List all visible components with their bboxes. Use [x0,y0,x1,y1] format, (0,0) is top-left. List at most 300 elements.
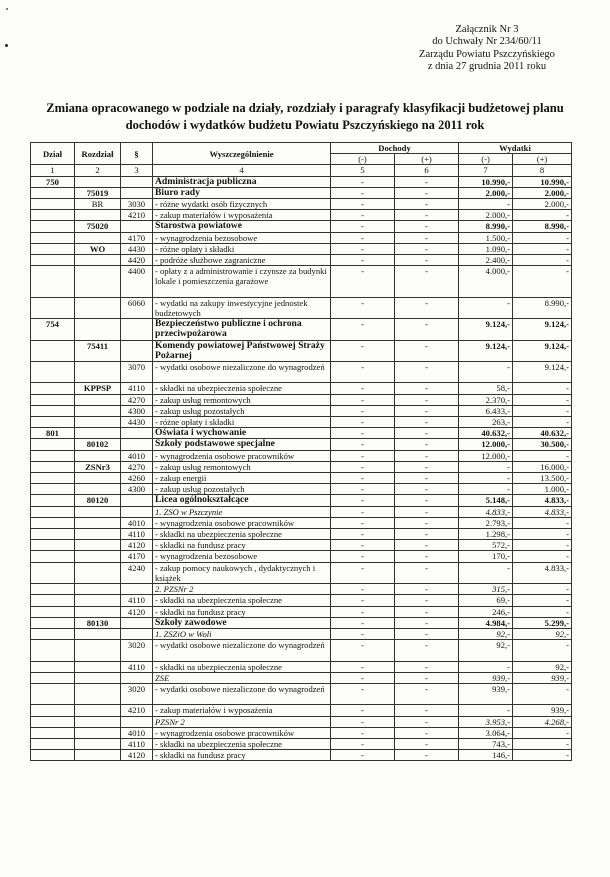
wydatki-plus-cell: - [513,750,572,761]
wydatki-plus-cell: - [513,606,572,617]
wydatki-minus-cell: 69,- [459,595,513,606]
dochody-minus-cell: - [331,529,395,540]
rozdzial-cell [75,584,121,595]
dzial-cell [31,606,75,617]
wydatki-minus-cell: - [459,461,513,472]
wydatki-plus-cell: - [513,450,572,461]
col-header-paragraf: § [121,143,153,165]
dochody-minus-cell: - [331,606,395,617]
dzial-cell [31,199,75,210]
wydatki-plus-cell: 2.000,- [513,187,572,198]
description-cell: Administracja publiczna [153,176,331,187]
description-cell: - składki na fundusz pracy [153,750,331,761]
rozdzial-cell: ZSNr3 [75,461,121,472]
col-number: 3 [121,165,153,176]
resolution-number: do Uchwały Nr 234/60/11 [432,36,542,48]
dochody-minus-cell: - [331,727,395,738]
dochody-plus-cell: - [395,683,459,704]
rozdzial-cell [75,255,121,266]
wydatki-minus-cell: - [459,484,513,495]
paragraf-cell: 4010 [121,450,153,461]
wydatki-plus-cell: - [513,266,572,298]
description-cell: - składki na ubezpieczenia społeczne [153,529,331,540]
wydatki-minus-cell: - [459,297,513,318]
paragraf-cell: 3070 [121,362,153,383]
table-row [31,210,572,221]
dzial-cell [31,517,75,528]
wydatki-plus-cell: 939,- [513,705,572,716]
table-row [31,540,572,551]
dochody-plus-cell: - [395,562,459,583]
table-row [31,683,572,704]
dochody-minus-cell: - [331,683,395,704]
table-row [31,606,572,617]
rozdzial-cell: WO [75,243,121,254]
table-row [31,595,572,606]
description-cell: - zakup materiałów i wyposażenia [153,705,331,716]
table-row [31,617,572,628]
paragraf-cell [121,495,153,506]
wydatki-minus-cell: 4.833,- [459,506,513,517]
col-header-dochody-minus: (-) [331,154,395,165]
paragraf-cell [121,716,153,727]
dzial-cell [31,595,75,606]
table-row [31,640,572,661]
wydatki-minus-cell: 40.632,- [459,428,513,439]
rozdzial-cell [75,540,121,551]
rozdzial-cell [75,529,121,540]
wydatki-plus-cell: 2.000,- [513,199,572,210]
description-cell: Starostwa powiatowe [153,221,331,232]
table-row [31,340,572,361]
rozdzial-cell [75,595,121,606]
wydatki-plus-cell: 4.833,- [513,506,572,517]
dzial-cell [31,187,75,198]
dochody-minus-cell: - [331,672,395,683]
rozdzial-cell [75,428,121,439]
paragraf-cell: 4110 [121,738,153,749]
rozdzial-cell [75,297,121,318]
rozdzial-cell [75,517,121,528]
wydatki-minus-cell: 1.298,- [459,529,513,540]
dzial-cell [31,210,75,221]
description-cell: Licea ogólnokształcące [153,495,331,506]
description-cell: - wynagrodzenia osobowe pracowników [153,450,331,461]
dochody-plus-cell: - [395,405,459,416]
wydatki-minus-cell: 4.984,- [459,617,513,628]
description-cell: Biuro rady [153,187,331,198]
wydatki-minus-cell: - [459,362,513,383]
wydatki-plus-cell: 9.124,- [513,362,572,383]
table-row [31,584,572,595]
dochody-plus-cell: - [395,584,459,595]
dochody-plus-cell: - [395,727,459,738]
description-cell: - zakup usług pozostałych [153,405,331,416]
paragraf-cell: 4420 [121,255,153,266]
paragraf-cell: 4270 [121,461,153,472]
table-row [31,727,572,738]
rozdzial-cell: 75019 [75,187,121,198]
rozdzial-cell [75,506,121,517]
rozdzial-cell: KPPSP [75,383,121,394]
dzial-cell [31,439,75,450]
dochody-minus-cell: - [331,394,395,405]
dzial-cell [31,727,75,738]
rozdzial-cell [75,210,121,221]
description-cell: - składki na ubezpieczenia społeczne [153,383,331,394]
dochody-plus-cell: - [395,232,459,243]
rozdzial-cell: 80120 [75,495,121,506]
dochody-plus-cell: - [395,297,459,318]
resolution-date: z dnia 27 grudnia 2011 roku [427,61,547,73]
dzial-cell [31,405,75,416]
dochody-minus-cell: - [331,383,395,394]
dzial-cell [31,297,75,318]
dochody-minus-cell: - [331,221,395,232]
dochody-plus-cell: - [395,210,459,221]
dochody-plus-cell: - [395,640,459,661]
wydatki-plus-cell: 9.124,- [513,340,572,361]
dochody-minus-cell: - [331,495,395,506]
wydatki-minus-cell: - [459,562,513,583]
dochody-minus-cell: - [331,297,395,318]
dzial-cell [31,340,75,361]
dzial-cell [31,716,75,727]
description-cell: - wydatki osobowe niezaliczone do wynagrodzeń [153,362,331,383]
table-row [31,705,572,716]
rozdzial-cell: 80130 [75,617,121,628]
description-cell: - wydatki osobowe niezaliczone do wynagrodzeń [153,640,331,661]
dzial-cell [31,529,75,540]
col-header-wydatki-plus: (+) [513,154,572,165]
paragraf-cell: 6060 [121,297,153,318]
description-cell: - zakup usług pozostałych [153,484,331,495]
wydatki-minus-cell: 263,- [459,417,513,428]
paragraf-cell [121,584,153,595]
dochody-minus-cell: - [331,340,395,361]
rozdzial-cell: 80102 [75,439,121,450]
paragraf-cell: 4010 [121,727,153,738]
rozdzial-cell [75,562,121,583]
dochody-minus-cell: - [331,319,395,340]
wydatki-plus-cell: - [513,517,572,528]
paragraf-cell [121,340,153,361]
description-cell: Szkoły podstawowe specjalne [153,439,331,450]
table-row [31,319,572,340]
paragraf-cell: 4260 [121,473,153,484]
table-row [31,266,572,298]
dochody-minus-cell: - [331,617,395,628]
wydatki-plus-cell: 10.990,- [513,176,572,187]
paragraf-cell [121,617,153,628]
wydatki-minus-cell: - [459,661,513,672]
col-header-rozdzial: Rozdział [75,143,121,165]
wydatki-minus-cell: - [459,473,513,484]
wydatki-minus-cell: 9.124,- [459,340,513,361]
scan-speck [6,8,8,10]
wydatki-minus-cell: 2.000,- [459,210,513,221]
dochody-minus-cell: - [331,705,395,716]
description-cell: - różne opłaty i składki [153,243,331,254]
dochody-minus-cell: - [331,640,395,661]
dochody-plus-cell: - [395,187,459,198]
wydatki-minus-cell: 2.793,- [459,517,513,528]
dochody-minus-cell: - [331,484,395,495]
rozdzial-cell [75,484,121,495]
dochody-plus-cell: - [395,606,459,617]
wydatki-minus-cell: 246,- [459,606,513,617]
table-row [31,176,572,187]
dzial-cell [31,243,75,254]
dzial-cell [31,495,75,506]
dochody-minus-cell: - [331,176,395,187]
wydatki-minus-cell: 2.400,- [459,255,513,266]
wydatki-plus-cell: - [513,394,572,405]
table-row [31,199,572,210]
table-row [31,529,572,540]
wydatki-minus-cell: 146,- [459,750,513,761]
dochody-minus-cell: - [331,266,395,298]
description-cell: 1. ZSO w Pszczynie [153,506,331,517]
table-row [31,628,572,639]
wydatki-minus-cell: 92,- [459,628,513,639]
table-row [31,439,572,450]
dochody-minus-cell: - [331,661,395,672]
dzial-cell [31,540,75,551]
wydatki-plus-cell: 4.833,- [513,495,572,506]
dochody-minus-cell: - [331,562,395,583]
paragraf-cell: 4170 [121,232,153,243]
description-cell: - wynagrodzenia bezosobowe [153,551,331,562]
table-row [31,551,572,562]
table-row [31,187,572,198]
paragraf-cell: 4300 [121,405,153,416]
wydatki-minus-cell: 10.990,- [459,176,513,187]
description-cell: - różne wydatki osób fizycznych [153,199,331,210]
table-row [31,716,572,727]
dochody-minus-cell: - [331,243,395,254]
description-cell: - zakup usług remontowych [153,461,331,472]
rozdzial-cell [75,394,121,405]
wydatki-minus-cell: 572,- [459,540,513,551]
wydatki-plus-cell: - [513,738,572,749]
wydatki-minus-cell: 3.953,- [459,716,513,727]
dochody-plus-cell: - [395,551,459,562]
wydatki-plus-cell: - [513,405,572,416]
dzial-cell [31,461,75,472]
col-header-wyszczegolnienie: Wyszczególnienie [153,143,331,165]
wydatki-plus-cell: - [513,529,572,540]
paragraf-cell: 4430 [121,417,153,428]
paragraf-cell: 4110 [121,383,153,394]
dochody-plus-cell: - [395,450,459,461]
wydatki-minus-cell: 3.064,- [459,727,513,738]
wydatki-minus-cell: 8.990,- [459,221,513,232]
wydatki-minus-cell: 1.090,- [459,243,513,254]
dzial-cell [31,266,75,298]
dzial-cell [31,584,75,595]
dochody-minus-cell: - [331,506,395,517]
wydatki-plus-cell: 8.990,- [513,297,572,318]
wydatki-minus-cell: 5.148,- [459,495,513,506]
dochody-plus-cell: - [395,340,459,361]
wydatki-minus-cell: 4.000,- [459,266,513,298]
dochody-minus-cell: - [331,584,395,595]
wydatki-minus-cell: 9.124,- [459,319,513,340]
dochody-minus-cell: - [331,417,395,428]
wydatki-plus-cell: 8.990,- [513,221,572,232]
wydatki-plus-cell: 5.299,- [513,617,572,628]
paragraf-cell: 3020 [121,683,153,704]
col-number: 4 [153,165,331,176]
dzial-cell [31,484,75,495]
description-cell: - zakup usług remontowych [153,394,331,405]
description-cell: - zakup materiałów i wyposażenia [153,210,331,221]
rozdzial-cell [75,738,121,749]
dochody-plus-cell: - [395,617,459,628]
rozdzial-cell [75,750,121,761]
table-row [31,255,572,266]
wydatki-minus-cell: 92,- [459,640,513,661]
description-cell: - wydatki na zakupy inwestycyjne jednostek budżetowych [153,297,331,318]
paragraf-cell: 4240 [121,562,153,583]
description-cell: Szkoły zawodowe [153,617,331,628]
wydatki-plus-cell: 9.124,- [513,319,572,340]
rozdzial-cell [75,716,121,727]
paragraf-cell: 4170 [121,551,153,562]
dochody-plus-cell: - [395,517,459,528]
wydatki-plus-cell: - [513,595,572,606]
dochody-plus-cell: - [395,595,459,606]
title-line-2: dochodów i wydatków budżetu Powiatu Pszczyńskiego na 2011 rok [125,118,485,132]
rozdzial-cell [75,551,121,562]
wydatki-minus-cell: 170,- [459,551,513,562]
wydatki-plus-cell: - [513,683,572,704]
dochody-plus-cell: - [395,716,459,727]
table-row [31,672,572,683]
description-cell: - wynagrodzenia osobowe pracowników [153,517,331,528]
table-row [31,417,572,428]
dzial-cell [31,450,75,461]
dzial-cell [31,394,75,405]
dzial-cell [31,255,75,266]
dzial-cell: 754 [31,319,75,340]
dzial-cell [31,738,75,749]
table-row [31,232,572,243]
description-cell: PZSNr 2 [153,716,331,727]
wydatki-plus-cell: - [513,727,572,738]
board-name: Zarządu Powiatu Pszczyńskiego [419,48,555,60]
wydatki-plus-cell: 40.632,- [513,428,572,439]
wydatki-plus-cell: 16.000,- [513,461,572,472]
dochody-plus-cell: - [395,362,459,383]
paragraf-cell: 4430 [121,243,153,254]
wydatki-plus-cell: 92,- [513,628,572,639]
wydatki-minus-cell: 743,- [459,738,513,749]
dochody-minus-cell: - [331,551,395,562]
dochody-plus-cell: - [395,484,459,495]
col-number: 5 [331,165,395,176]
description-cell: - różne opłaty i składki [153,417,331,428]
table-row [31,450,572,461]
dochody-minus-cell: - [331,232,395,243]
dochody-plus-cell: - [395,495,459,506]
rozdzial-cell [75,266,121,298]
rozdzial-cell [75,661,121,672]
dzial-cell: 801 [31,428,75,439]
rozdzial-cell [75,362,121,383]
paragraf-cell: 4010 [121,517,153,528]
description-cell: - wydatki osobowe niezaliczone do wynagrodzeń [153,683,331,704]
dochody-minus-cell: - [331,439,395,450]
wydatki-plus-cell: - [513,210,572,221]
dochody-minus-cell: - [331,362,395,383]
dzial-cell [31,417,75,428]
description-cell: 2. PZSNr 2 [153,584,331,595]
wydatki-minus-cell: 2.370,- [459,394,513,405]
dochody-minus-cell: - [331,187,395,198]
wydatki-minus-cell: 1.500,- [459,232,513,243]
table-row [31,661,572,672]
paragraf-cell: 4120 [121,540,153,551]
col-header-wydatki-minus: (-) [459,154,513,165]
wydatki-plus-cell: - [513,551,572,562]
table-row [31,738,572,749]
col-header-dochody-plus: (+) [395,154,459,165]
dochody-plus-cell: - [395,506,459,517]
wydatki-plus-cell: - [513,640,572,661]
wydatki-minus-cell: 58,- [459,383,513,394]
col-number: 1 [31,165,75,176]
rozdzial-cell [75,705,121,716]
dochody-minus-cell: - [331,517,395,528]
dochody-plus-cell: - [395,461,459,472]
description-cell: - zakup pomocy naukowych , dydaktycznych i książek [153,562,331,583]
rozdzial-cell: BR [75,199,121,210]
rozdzial-cell [75,683,121,704]
description-cell: 1. ZSZiO w Woli [153,628,331,639]
dochody-plus-cell: - [395,661,459,672]
dochody-plus-cell: - [395,473,459,484]
wydatki-minus-cell: 939,- [459,672,513,683]
document-title [20,100,590,134]
dochody-plus-cell: - [395,439,459,450]
description-cell: - składki na ubezpieczenia społeczne [153,738,331,749]
table-row [31,405,572,416]
table-row [31,506,572,517]
dzial-cell [31,221,75,232]
wydatki-minus-cell: 12.000,- [459,439,513,450]
dochody-minus-cell: - [331,738,395,749]
wydatki-minus-cell: 939,- [459,683,513,704]
wydatki-minus-cell: 12.000,- [459,450,513,461]
dochody-plus-cell: - [395,428,459,439]
wydatki-minus-cell: 2.000,- [459,187,513,198]
wydatki-plus-cell: - [513,255,572,266]
wydatki-plus-cell: - [513,540,572,551]
wydatki-minus-cell: 315,- [459,584,513,595]
paragraf-cell: 4110 [121,661,153,672]
wydatki-plus-cell: - [513,584,572,595]
wydatki-plus-cell: 1.000,- [513,484,572,495]
dochody-minus-cell: - [331,716,395,727]
wydatki-plus-cell: 4.833,- [513,562,572,583]
dzial-cell [31,551,75,562]
wydatki-minus-cell: 6.433,- [459,405,513,416]
dzial-cell [31,683,75,704]
rozdzial-cell [75,473,121,484]
description-cell: - składki na ubezpieczenia społeczne [153,661,331,672]
